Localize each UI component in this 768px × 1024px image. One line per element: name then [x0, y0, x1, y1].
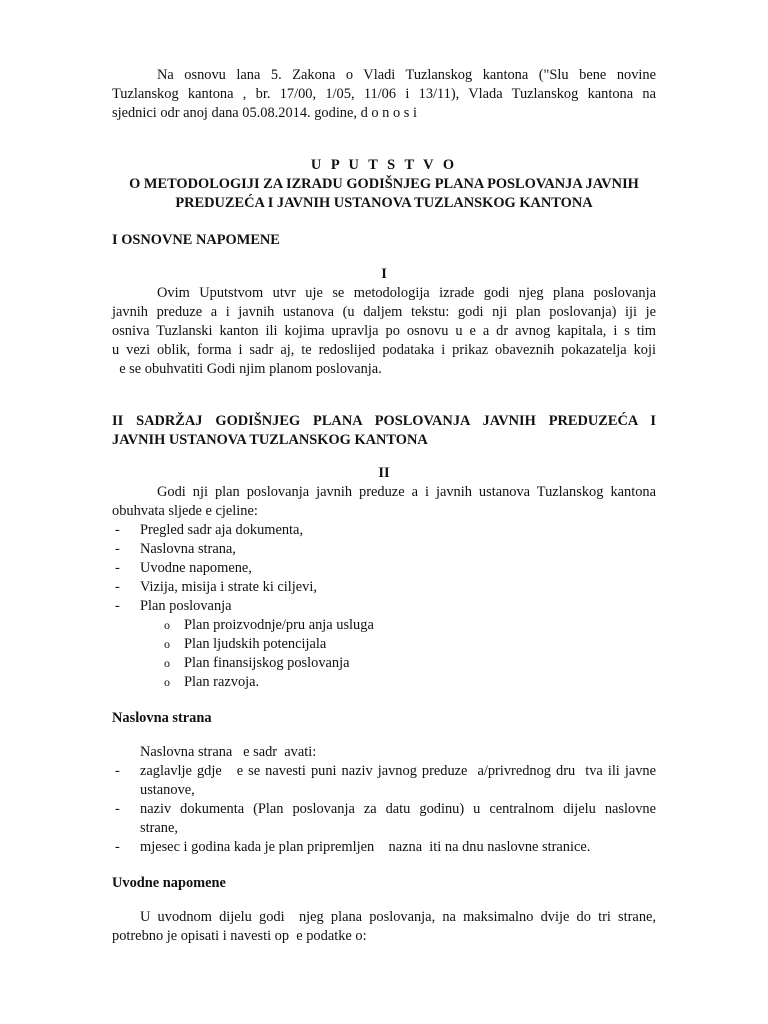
sublist-item: o Plan proizvodnje/pru anja usluga — [164, 617, 374, 633]
document-title: U P U T S T V O — [310, 157, 458, 173]
article-1-line-3: osniva Tuzlanski kanton ili kojima upravlja po osnovu u e a dr avnog kapitala, i s tim — [112, 323, 656, 339]
article-2-intro-line-1: Godi nji plan poslovanja javnih preduze a i javnih ustanova Tuzlanskog kantona — [157, 484, 656, 500]
intro-paragraph — [112, 66, 656, 123]
article-2-number: II — [378, 465, 390, 481]
section-2-heading-line-2: JAVNIH USTANOVA TUZLANSKOG KANTONA — [112, 432, 428, 448]
list-item: - naziv dokumenta (Plan poslovanja za datu godinu) u centralnom dijelu naslovne strane, — [115, 801, 656, 836]
naslovna-heading: Naslovna strana — [112, 710, 212, 726]
article-1-paragraph — [112, 284, 656, 379]
uvodne-line-1: U uvodnom dijelu godi njeg plana poslovanja, na maksimalno dvije do tri strane, — [140, 909, 656, 925]
article-2-intro-line-2: obuhvata sljede e cjeline: — [112, 503, 258, 519]
section-1-heading: I OSNOVNE NAPOMENE — [112, 232, 280, 248]
naslovna-intro: Naslovna strana e sadr avati: — [140, 744, 317, 760]
list-item: - Plan poslovanja — [115, 598, 232, 614]
article-1-line-4: u vezi oblik, forma i sadr aj, te redoslijed podataka i prikaz obaveznih pokazatelja koji — [112, 342, 656, 358]
intro-line-2: Tuzlanskog kantona , br. 17/00, 1/05, 11/06 i 13/11), Vlada Tuzlanskog kantona na — [112, 86, 656, 102]
article-1-number: I — [381, 266, 387, 282]
article-1-line-2: javnih preduze a i javnih ustanova (u daljem tekstu: godi nji plan poslovanja) iji je — [112, 304, 656, 320]
uvodne-heading: Uvodne napomene — [112, 875, 226, 891]
sublist-item: o Plan ljudskih potencijala — [164, 636, 327, 652]
list-item: - mjesec i godina kada je plan pripremljen nazna iti na dnu naslovne stranice. — [115, 839, 591, 855]
contents-list — [112, 521, 656, 616]
intro-line-3: sjednici odr anoj dana 05.08.2014. godine, d o n o s i — [112, 105, 417, 121]
document-subtitle-line-2: PREDUZEĆA I JAVNIH USTANOVA TUZLANSKOG KANTONA — [175, 195, 593, 211]
article-1-line-1: Ovim Uputstvom utvr uje se metodologija izrade godi njeg plana poslovanja — [157, 285, 656, 301]
section-2-heading-line-1: II SADRŽAJ GODIŠNJEG PLANA POSLOVANJA JAVNIH PREDUZEĆA I — [112, 413, 656, 429]
article-1-line-5: e se obuhvatiti Godi njim planom poslovanja. — [112, 361, 382, 377]
list-item: - Pregled sadr aja dokumenta, — [115, 522, 304, 538]
intro-line-1: Na osnovu lana 5. Zakona o Vladi Tuzlanskog kantona ("Slu bene novine — [157, 67, 656, 83]
list-item: - Uvodne napomene, — [115, 560, 252, 576]
naslovna-list — [112, 762, 656, 857]
document-page — [112, 66, 656, 946]
list-item: - Vizija, misija i strate ki ciljevi, — [115, 579, 317, 595]
document-subtitle-line-1: O METODOLOGIJI ZA IZRADU GODIŠNJEG PLANA POSLOVANJA JAVNIH — [129, 176, 639, 192]
sublist-item: o Plan finansijskog poslovanja — [164, 655, 350, 671]
list-item: - Naslovna strana, — [115, 541, 236, 557]
uvodne-line-2: potrebno je opisati i navesti op e podatke o: — [112, 928, 367, 944]
list-item: - zaglavlje gdje e se navesti puni naziv javnog preduze a/privrednog dru tva ili javne ustanove, — [115, 763, 656, 798]
plan-sublist — [112, 616, 656, 692]
sublist-item: o Plan razvoja. — [164, 674, 260, 690]
